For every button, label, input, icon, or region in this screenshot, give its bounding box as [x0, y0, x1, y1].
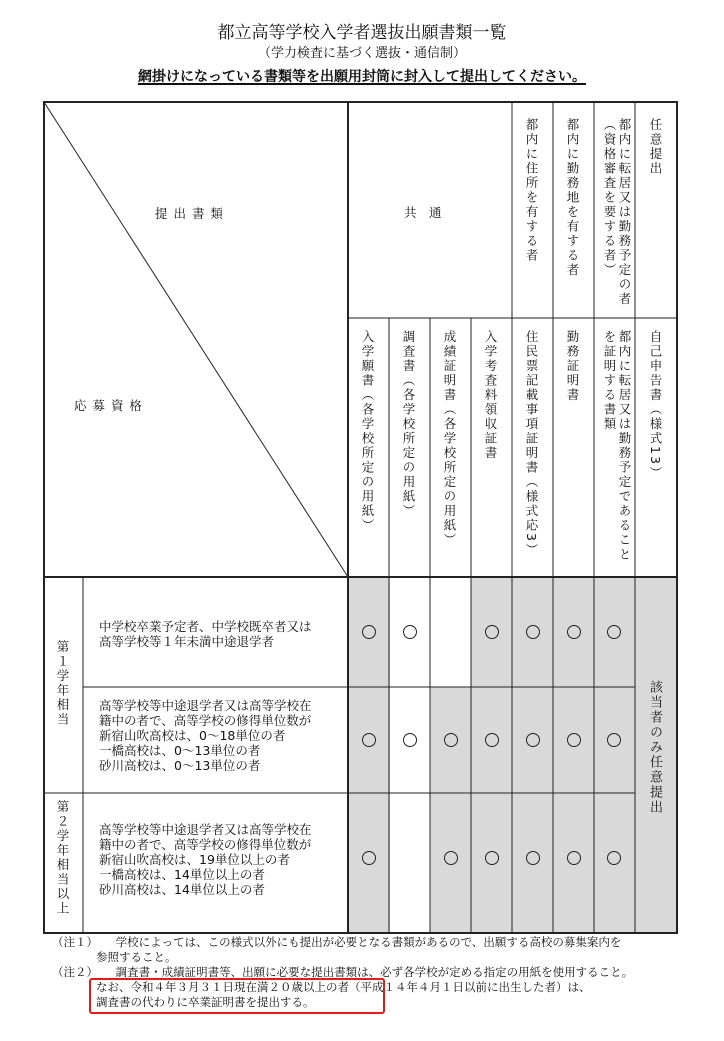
row2-line2: 籍中の者で、高等学校の修得単位数が [99, 713, 312, 728]
note-2-line3: 調査書の代わりに卒業証明書を提出する。 [96, 995, 315, 1009]
note-2-line2: なお、令和４年３月３１日現在満２０歳以上の者（平成１４年４月１日以前に出生した者）は、 [96, 980, 591, 994]
header-group-relocation: 都内に転居又は勤務予定の者（資格審査を要する者） [602, 118, 632, 307]
group-label-year2: 第２学年相当以上 [55, 800, 70, 916]
mark-circle [362, 625, 376, 639]
mark-circle [607, 851, 621, 865]
row3-line5: 砂川高校は、14単位以上の者 [99, 882, 265, 897]
header-group-workplace: 都内に勤務地を有する者 [565, 118, 580, 278]
mark-circle [567, 625, 581, 639]
mark-circle [526, 733, 540, 747]
optional-note: 該当者のみ任意提出 [647, 680, 662, 815]
mark-circle [567, 851, 581, 865]
mark-circle [362, 733, 376, 747]
header-common: 共 通 [404, 205, 442, 220]
note-1-line1: 学校によっては、この様式以外にも提出が必要となる書類があるので、出願する高校の募集案内を [115, 935, 622, 949]
row2-text [99, 698, 312, 773]
mark-circle [444, 851, 458, 865]
doc-relocation-proof: 都内に転居又は勤務予定であることを証明する書類 [602, 330, 632, 562]
mark-circle [403, 625, 417, 639]
header-eligibility: 応 募 資 格 [74, 398, 143, 413]
highlight-box [89, 978, 385, 1014]
doc-report: 調査書（各学校所定の用紙） [401, 330, 416, 519]
row2-line5: 砂川高校は、0～13単位の者 [99, 758, 261, 773]
row2-line3: 新宿山吹高校は、0～18単位の者 [99, 728, 286, 743]
row1-line2: 高等学校等１年未満中途退学者 [99, 634, 275, 649]
row3-line1: 高等学校等中途退学者又は高等学校在 [99, 822, 312, 837]
row2-line1: 高等学校等中途退学者又は高等学校在 [99, 698, 312, 713]
row3-line3: 新宿山吹高校は、19単位以上の者 [99, 852, 290, 867]
note-1-line2: 参照すること。 [96, 950, 177, 964]
mark-circle [362, 851, 376, 865]
mark-circle [607, 733, 621, 747]
instruction-text: 網掛けになっている書類等を出願用封筒に封入して提出してください。 [138, 69, 586, 85]
group-label-year1: 第１学年相当 [55, 640, 70, 727]
mark-circle [607, 625, 621, 639]
header-group-resident: 都内に住所を有する者 [524, 118, 539, 263]
note-1 [52, 935, 621, 950]
doc-application: 入学願書（各学校所定の用紙） [360, 330, 375, 533]
header-group-optional: 任意提出 [648, 118, 663, 176]
row3-line2: 籍中の者で、高等学校の修得単位数が [99, 837, 312, 852]
doc-residence-cert: 住民票記載事項証明書（様式応3） [524, 330, 539, 558]
mark-circle [567, 733, 581, 747]
mark-circle [485, 733, 499, 747]
row2-line4: 一橋高校は、0～13単位の者 [99, 743, 261, 758]
header-submitted-docs: 提 出 書 類 [155, 206, 224, 221]
mark-circle [485, 625, 499, 639]
row3-text [99, 822, 312, 897]
mark-circle [403, 733, 417, 747]
mark-circle [485, 851, 499, 865]
mark-circle [526, 851, 540, 865]
row1-text [99, 619, 312, 649]
page-title: 都立高等学校入学者選抜出願書類一覧 [217, 23, 507, 43]
doc-fee-receipt: 入学考査料領収証書 [483, 330, 498, 461]
mark-circle [526, 625, 540, 639]
note-2-line1: 調査書・成績証明書等、出願に必要な提出書類は、必ず各学校が定める指定の用紙を使用すること。 [115, 965, 634, 979]
note-2-label: （注２） [52, 965, 98, 979]
page-subtitle: （学力検査に基づく選抜・通信制） [257, 46, 466, 61]
note-1-label: （注１） [52, 935, 98, 949]
mark-circle [444, 733, 458, 747]
doc-self-declaration: 自己申告書（様式13） [648, 330, 663, 481]
doc-employment-cert: 勤務証明書 [565, 330, 580, 403]
row1-line1: 中学校卒業予定者、中学校既卒者又は [99, 619, 312, 634]
row3-line4: 一橋高校は、14単位以上の者 [99, 867, 265, 882]
doc-grades: 成績証明書（各学校所定の用紙） [442, 330, 457, 548]
